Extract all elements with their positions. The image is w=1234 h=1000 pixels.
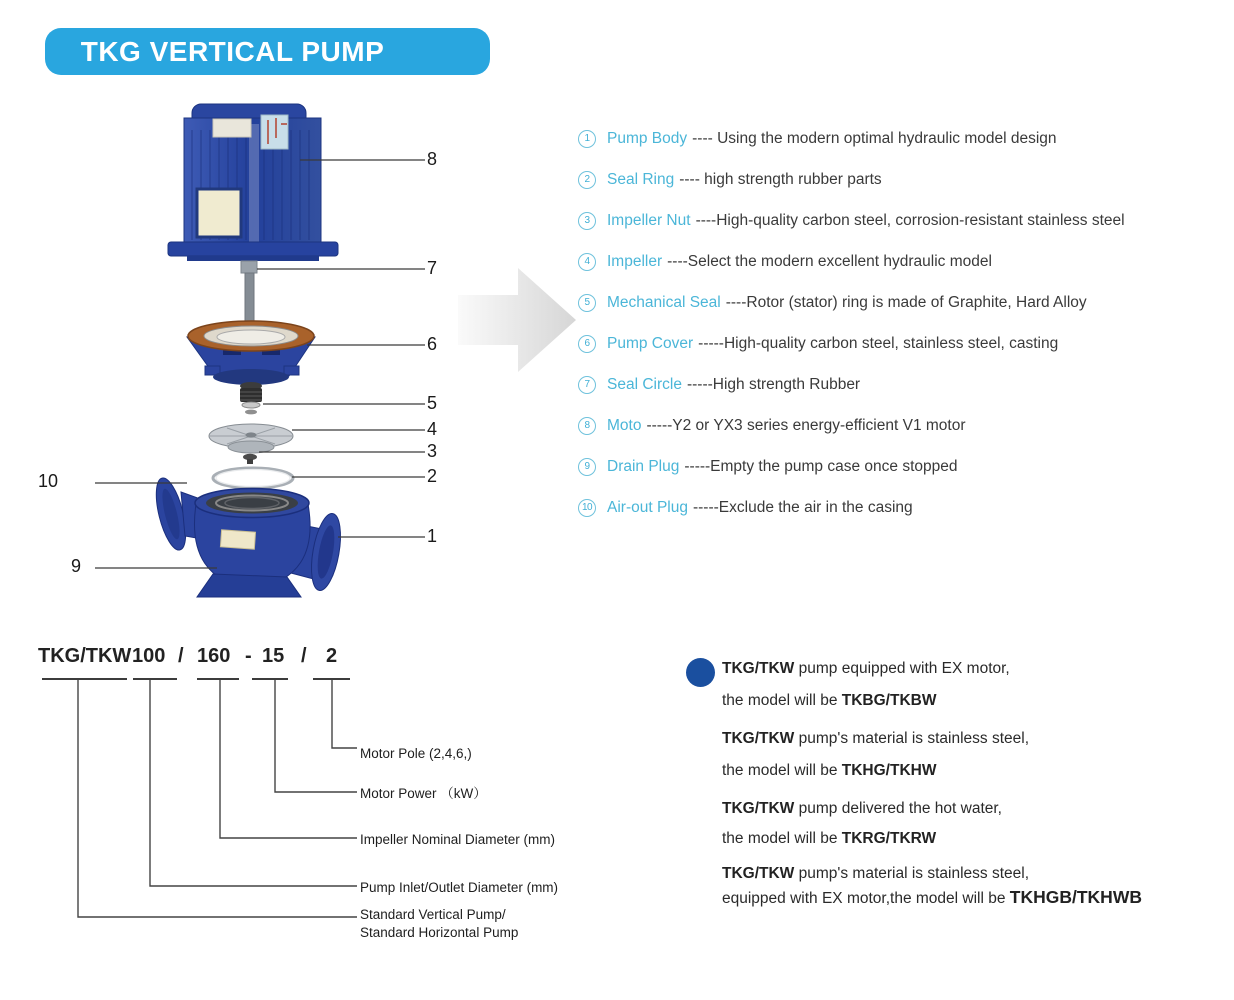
part-number-badge: 9	[578, 458, 596, 476]
note-bold: TKHG/TKHW	[841, 762, 937, 779]
part-name: Drain Plug	[607, 457, 680, 475]
list-item	[578, 118, 1234, 159]
mechanical-seal-part	[240, 382, 262, 414]
note-text: the model will be	[722, 692, 842, 709]
model-code-impeller: 160	[197, 645, 231, 667]
label-impeller-diam: Impeller Nominal Diameter (mm)	[360, 832, 556, 847]
note-line	[722, 730, 1192, 748]
label-motor-pole: Motor Pole (2,4,6,)	[360, 746, 472, 761]
note-line	[722, 887, 1192, 908]
pump-body-part	[150, 475, 345, 597]
list-item	[578, 159, 1234, 200]
note-text: the model will be	[722, 830, 842, 847]
part-number-badge: 8	[578, 417, 596, 435]
list-item	[578, 323, 1234, 364]
model-code-inlet: 100	[132, 645, 166, 667]
part-name: Seal Ring	[607, 170, 675, 188]
part-description: ----High-quality carbon steel, corrosion-resistant stainless steel	[695, 211, 1125, 229]
callout-3: 3	[427, 441, 438, 461]
part-number-badge: 7	[578, 376, 596, 394]
note-bold: TKG/TKW	[722, 730, 795, 747]
pump-cover-part	[187, 321, 315, 385]
label-motor-power: Motor Power （kW）	[360, 786, 487, 801]
note-text: the model will be	[722, 762, 842, 779]
motor-label	[261, 115, 288, 149]
motor-part	[168, 104, 338, 261]
list-item	[578, 487, 1234, 528]
note-bold: TKG/TKW	[722, 660, 795, 677]
model-code-power: 15	[262, 645, 285, 667]
part-number-badge: 5	[578, 294, 596, 312]
part-name: Pump Body	[607, 129, 688, 147]
part-number-badge: 1	[578, 130, 596, 148]
part-description: -----High-quality carbon steel, stainless steel, casting	[698, 334, 1059, 352]
part-name: Moto	[607, 416, 642, 434]
label-inlet-outlet: Pump Inlet/Outlet Diameter (mm)	[360, 880, 559, 895]
note-line	[722, 865, 1192, 883]
callout-9: 9	[71, 556, 82, 576]
drain-plug-foot	[197, 574, 301, 597]
model-code-separator: -	[245, 645, 252, 667]
part-number-badge: 4	[578, 253, 596, 271]
seal-ring-part	[213, 468, 293, 488]
callout-5: 5	[427, 393, 438, 413]
pump-exploded-diagram	[35, 90, 485, 605]
model-code-separator: /	[178, 645, 184, 667]
callout-4: 4	[427, 419, 438, 439]
note-text: pump's material is stainless steel,	[794, 865, 1030, 882]
note-bold: TKG/TKW	[722, 800, 795, 817]
part-name: Impeller	[607, 252, 663, 270]
note-text: equipped with EX motor,the model will be	[722, 890, 1010, 907]
list-item	[578, 282, 1234, 323]
note-bold: TKHGB/TKHWB	[1009, 887, 1142, 907]
note-line	[722, 692, 1192, 710]
title-banner	[45, 28, 490, 75]
note-text: pump equipped with EX motor,	[794, 660, 1010, 677]
motor-nameplate	[213, 119, 251, 137]
label-standard-vertical: Standard Vertical Pump/	[360, 907, 506, 922]
part-description: ----Select the modern excellent hydraulic model	[667, 252, 992, 270]
list-item	[578, 364, 1234, 405]
motor-base-flange	[168, 242, 338, 256]
note-line	[722, 800, 1192, 818]
part-description: -----Exclude the air in the casing	[692, 498, 913, 516]
motor-highlight	[249, 124, 259, 242]
part-description: -----High strength Rubber	[686, 375, 861, 393]
note-line	[722, 830, 1192, 848]
list-item	[578, 446, 1234, 487]
callout-10: 10	[38, 471, 59, 491]
note-bold: TKRG/TKRW	[841, 830, 937, 847]
impeller-nut-part	[243, 454, 257, 464]
page-title: TKG VERTICAL PUMP	[80, 35, 385, 67]
bullet-dot	[686, 658, 715, 687]
note-bold: TKG/TKW	[722, 865, 795, 882]
part-description: -----Y2 or YX3 series energy-efficient V1 motor	[646, 416, 966, 434]
note-bold: TKBG/TKBW	[841, 692, 937, 709]
part-name: Pump Cover	[607, 334, 694, 352]
model-code-series: TKG/TKW	[38, 645, 132, 667]
note-line	[722, 660, 1192, 678]
shaft-part	[241, 261, 257, 329]
model-code-pole: 2	[326, 645, 338, 667]
part-description: -----Empty the pump case once stopped	[684, 457, 958, 475]
callout-6: 6	[427, 334, 438, 354]
part-name: Air-out Plug	[607, 498, 688, 516]
part-number-badge: 10	[578, 499, 596, 517]
list-item	[578, 405, 1234, 446]
arrow-right-icon	[452, 258, 584, 382]
parts-list	[578, 118, 1234, 528]
note-text: pump's material is stainless steel,	[794, 730, 1030, 747]
part-number-badge: 3	[578, 212, 596, 230]
callout-7: 7	[427, 258, 438, 278]
note-text: pump delivered the hot water,	[794, 800, 1002, 817]
impeller-part	[209, 424, 293, 453]
callout-8: 8	[427, 149, 438, 169]
part-name: Mechanical Seal	[607, 293, 721, 311]
part-name: Seal Circle	[607, 375, 682, 393]
callout-2: 2	[427, 466, 438, 486]
note-line	[722, 762, 1192, 780]
part-description: ---- Using the modern optimal hydraulic model design	[692, 129, 1057, 147]
callout-1: 1	[427, 526, 438, 546]
part-description: ---- high strength rubber parts	[679, 170, 882, 188]
motor-spec-plate	[197, 189, 241, 237]
part-description: ----Rotor (stator) ring is made of Graphite, Hard Alloy	[725, 293, 1087, 311]
label-standard-horizontal: Standard Horizontal Pump	[360, 925, 519, 940]
model-code-separator: /	[301, 645, 307, 667]
part-number-badge: 2	[578, 171, 596, 189]
part-name: Impeller Nut	[607, 211, 691, 229]
list-item	[578, 241, 1234, 282]
body-label	[220, 530, 255, 549]
part-number-badge: 6	[578, 335, 596, 353]
list-item	[578, 200, 1234, 241]
